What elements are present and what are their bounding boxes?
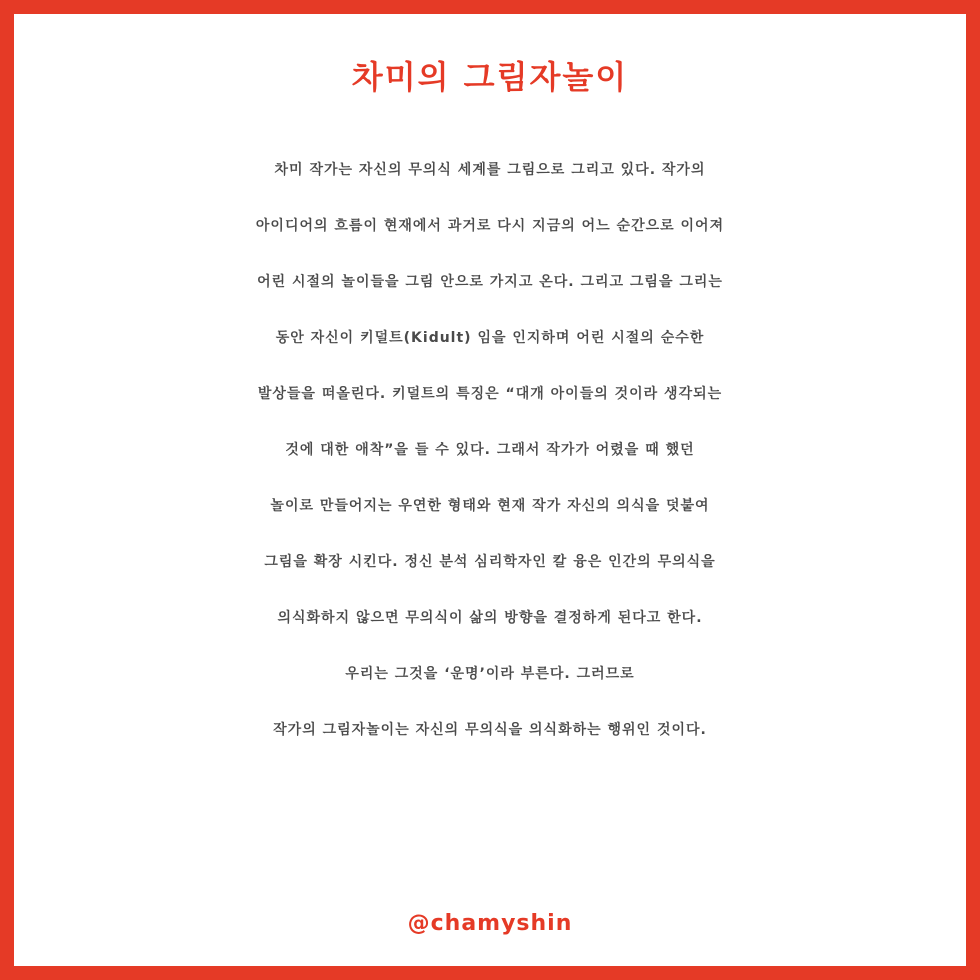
body-line: 의식화하지 않으면 무의식이 삶의 방향을 결정하게 된다고 한다. [277,610,703,626]
body-line: 작가의 그림자놀이는 자신의 무의식을 의식화하는 행위인 것이다. [273,722,707,738]
body-line: 어린 시절의 놀이들을 그림 안으로 가지고 온다. 그리고 그림을 그리는 [257,274,723,290]
body-line: 우리는 그것을 ‘운명’이라 부른다. 그러므로 [345,666,635,682]
body-line: 것에 대한 애착”을 들 수 있다. 그래서 작가가 어렸을 때 했던 [285,442,695,458]
body-line: 놀이로 만들어지는 우연한 형태와 현재 작가 자신의 의식을 덧붙여 [270,498,710,514]
body-line: 차미 작가는 자신의 무의식 세계를 그림으로 그리고 있다. 작가의 [274,162,706,178]
body-line: 동안 자신이 키덜트(Kidult) 임을 인지하며 어린 시절의 순수한 [275,330,705,346]
body-line: 발상들을 떠올린다. 키덜트의 특징은 “대개 아이들의 것이라 생각되는 [257,386,723,402]
body-line: 아이디어의 흐름이 현재에서 과거로 다시 지금의 어느 순간으로 이어져 [255,218,725,234]
body-line: 그림을 확장 시킨다. 정신 분석 심리학자인 칼 융은 인간의 무의식을 [264,554,716,570]
poster-card [14,14,966,966]
page-title: 차미의 그림자놀이 [351,58,629,96]
body-text [14,142,966,758]
author-handle: @chamyshin [407,911,573,936]
